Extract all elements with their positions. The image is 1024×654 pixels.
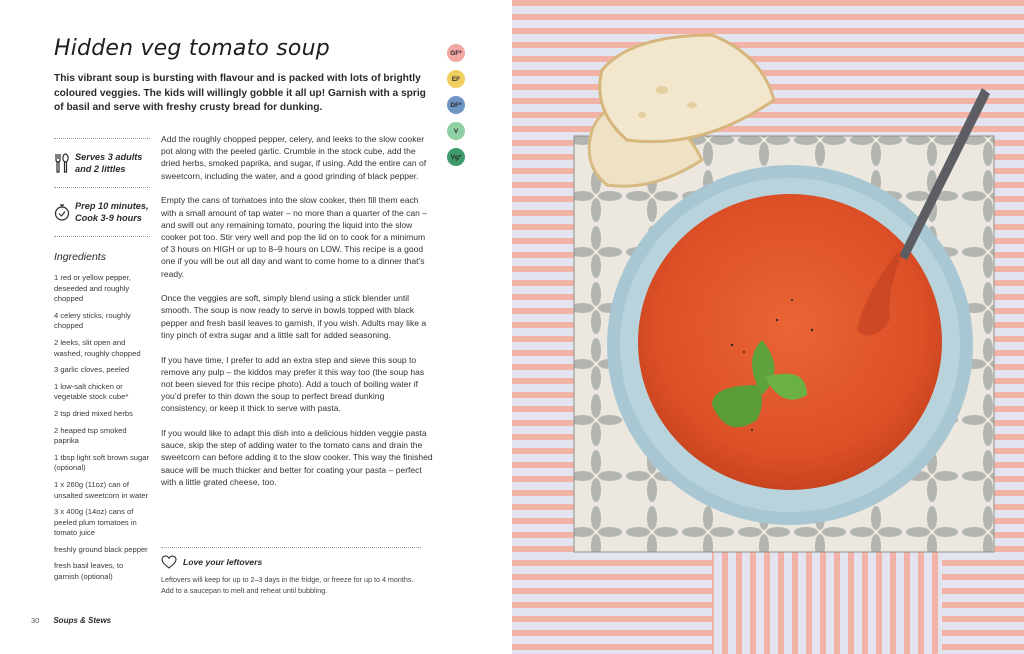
recipe-intro: This vibrant soup is bursting with flavour and is packed with lots of brightly coloured veggies. The kids will willingly gobble it all up! Garnish with a sprig of basil and serve with freshy crusty bread for dunking. <box>54 73 426 113</box>
recipe-title: Hidden veg tomato soup <box>54 36 330 61</box>
method-steps <box>161 133 433 501</box>
serves-info <box>54 139 150 187</box>
timer-icon <box>54 202 70 222</box>
ingredient-item: 1 tbsp light soft brown sugar (optional) <box>54 452 149 473</box>
ingredient-item: 2 tsp dried mixed herbs <box>54 408 133 418</box>
ingredient-item: 1 x 260g (11oz) can of unsalted sweetcorn in water <box>54 479 149 500</box>
method-paragraph: Once the veggies are soft, simply blend using a stick blender until smooth. The soup is now ready to serve in bowls topped with black pepper and fresh basil leaves to garnish, if you wish. Adults may like a tiny pinch of extra sugar and a little salt for added seasoning. <box>161 293 427 340</box>
page-number: 30 <box>31 616 40 625</box>
ingredient-item: fresh basil leaves, to garnish (optional) <box>54 561 124 582</box>
divider <box>54 236 150 237</box>
cutlery-icon <box>54 153 70 173</box>
divider <box>161 547 421 548</box>
method-paragraph: Add the roughly chopped pepper, celery, and leeks to the slow cooker pot along with the peeled garlic. Crumble in the stock cube, add the dried herbs, smoked paprika, and sugar, if using. Add the entire can of sweetcorn, including the water, and a good grinding of black pepper. <box>161 134 427 181</box>
serves-text: Serves 3 adults and 2 littles <box>75 152 143 174</box>
ingredient-item: 4 celery sticks, roughly chopped <box>54 310 131 331</box>
time-text: Prep 10 minutes, Cook 3-9 hours <box>75 201 149 223</box>
method-paragraph: Empty the cans of tomatoes into the slow cooker, then fill them each with a small amount of tap water – no more than a quarter of the can – and swill out any remaining tomato, pouring the liquid into the slow cooker pot too. Stir very well and pop the lid on to cook for a minimum of 3 hours on HIGH or up to 8–9 hours on LOW. This recipe is a good one if you will be out all day and want to come home to a dinner that’s ready. <box>161 195 428 279</box>
leftovers-title: Love your leftovers <box>183 557 263 567</box>
badge-gluten-free: GF* <box>447 44 465 62</box>
ingredients-list <box>54 273 150 583</box>
recipe-sidebar <box>54 138 150 589</box>
leftovers-text: Leftovers will keep for up to 2–3 days in the fridge, or freeze for up to 4 months. Add to a saucepan to melt and reheat until bubbling. <box>161 575 414 595</box>
badge-egg-free: EF <box>447 70 465 88</box>
badge-vegan: Vg* <box>447 148 465 166</box>
ingredient-item: 3 garlic cloves, peeled <box>54 365 130 375</box>
ingredient-item: 3 x 400g (14oz) cans of peeled plum tomatoes in tomato juice <box>54 507 137 538</box>
section-name: Soups & Stews <box>53 616 112 625</box>
leftovers-header <box>161 555 421 569</box>
time-info <box>54 188 150 236</box>
ingredient-item: 1 red or yellow pepper, deseeded and roughly chopped <box>54 273 131 304</box>
page-footer <box>31 616 111 625</box>
soup-photo-illustration <box>512 0 1024 654</box>
ingredients-heading: Ingredients <box>54 251 106 263</box>
ingredient-item: 2 heaped tsp smoked paprika <box>54 425 127 446</box>
method-paragraph: If you have time, I prefer to add an extra step and sieve this soup to remove any pulp – the kiddos may prefer it this way too (the soup has not been sieved for this recipe photo). Add a touch of boiling water if you’d prefer to thin down the soup to perfect bread dunking consistency, or keep it thick to serve with pasta. <box>161 354 425 414</box>
ingredient-item: freshly ground black pepper <box>54 544 148 554</box>
leftovers-box <box>161 547 421 596</box>
recipe-photo <box>512 0 1024 654</box>
method-paragraph: If you would like to adapt this dish into a delicious hidden veggie pasta sauce, skip the step of adding water to the tomato cans and drain the sweetcorn can before adding it to the slow cooker. This way the finished sauce will be much thicker and better for coating your pasta – perfect with a little grated cheese, too. <box>161 428 433 487</box>
ingredient-item: 1 low-salt chicken or vegetable stock cube* <box>54 381 129 402</box>
badge-dairy-free: DF* <box>447 96 465 114</box>
badge-vegetarian: V <box>447 122 465 140</box>
heart-icon <box>161 555 177 569</box>
dietary-badges <box>447 44 467 174</box>
ingredient-item: 2 leeks, slit open and washed, roughly chopped <box>54 337 141 358</box>
